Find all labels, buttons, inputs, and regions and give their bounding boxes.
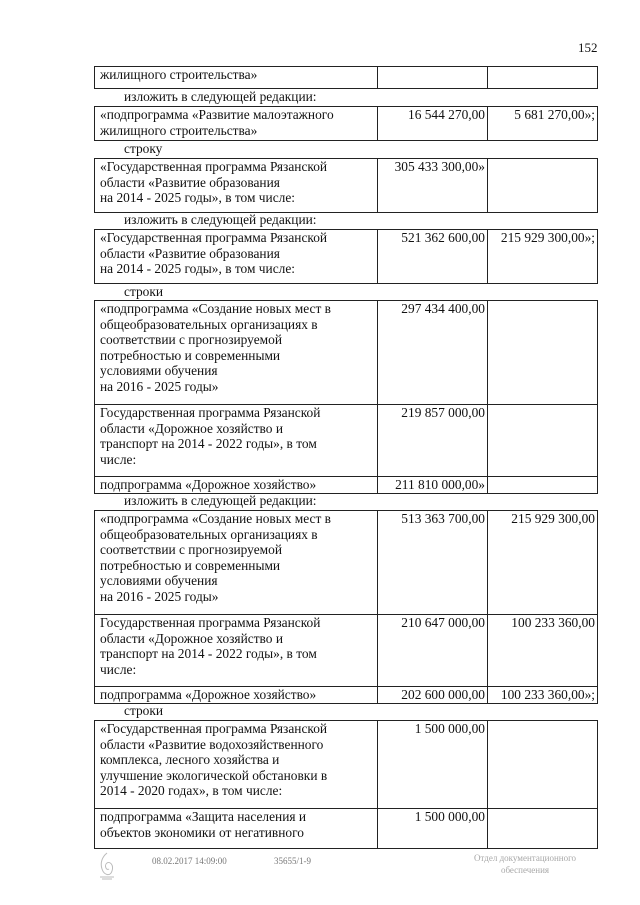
amount-cell-2 bbox=[488, 159, 598, 213]
amount-cell: 210 647 000,00 bbox=[378, 615, 488, 687]
watermark-line-1: Отдел документационного bbox=[473, 853, 577, 863]
program-name-cell: «Государственная программа Рязанской области «Развитие образования на 2014 - 2025 годы», в том числе: bbox=[95, 230, 378, 284]
amount-cell-2: 215 929 300,00 bbox=[488, 511, 598, 615]
amount-cell-2: 100 233 360,00»; bbox=[488, 687, 598, 704]
watermark-line-2: обеспечения bbox=[500, 865, 550, 875]
amount-cell: 219 857 000,00 bbox=[378, 405, 488, 477]
amount-cell-2: 215 929 300,00»; bbox=[488, 230, 598, 284]
instruction-line: изложить в следующей редакции: bbox=[124, 212, 317, 227]
budget-table-row bbox=[94, 300, 598, 405]
amount-cell: 1 500 000,00 bbox=[378, 809, 488, 849]
amount-cell: 521 362 600,00 bbox=[378, 230, 488, 284]
amount-cell-2: 5 681 270,00»; bbox=[488, 107, 598, 141]
budget-table-row bbox=[94, 229, 598, 284]
page-number: 152 bbox=[578, 40, 598, 55]
instruction-line: строку bbox=[124, 141, 163, 156]
amount-cell: 16 544 270,00 bbox=[378, 107, 488, 141]
amount-cell-2 bbox=[488, 721, 598, 809]
department-watermark bbox=[450, 852, 600, 876]
budget-table-row bbox=[94, 720, 598, 809]
amount-cell: 297 434 400,00 bbox=[378, 301, 488, 405]
instruction-line: изложить в следующей редакции: bbox=[124, 493, 317, 508]
amount-cell: 305 433 300,00» bbox=[378, 159, 488, 213]
program-name-cell: «подпрограмма «Создание новых мест в общеобразовательных организациях в соответствии с прогнозируемой потребностью и современными условиями обучения на 2016 - 2025 годы» bbox=[95, 301, 378, 405]
amount-cell: 1 500 000,00 bbox=[378, 721, 488, 809]
amount-cell-2 bbox=[488, 477, 598, 494]
budget-table-row bbox=[94, 510, 598, 615]
emblem-icon bbox=[96, 851, 118, 881]
program-name-cell: «подпрограмма «Развитие малоэтажного жилищного строительства» bbox=[95, 107, 378, 141]
amount-cell: 513 363 700,00 bbox=[378, 511, 488, 615]
budget-table-row bbox=[94, 686, 598, 704]
program-name-cell: подпрограмма «Дорожное хозяйство» bbox=[95, 687, 378, 704]
amount-cell bbox=[378, 67, 488, 89]
program-name-cell: «подпрограмма «Создание новых мест в общеобразовательных организациях в соответствии с прогнозируемой потребностью и современными условиями обучения на 2016 - 2025 годы» bbox=[95, 511, 378, 615]
instruction-line: изложить в следующей редакции: bbox=[124, 89, 317, 104]
budget-table-row bbox=[94, 404, 598, 477]
budget-table-row bbox=[94, 808, 598, 849]
program-name-cell: подпрограмма «Дорожное хозяйство» bbox=[95, 477, 378, 494]
amount-cell: 211 810 000,00» bbox=[378, 477, 488, 494]
program-name-cell: жилищного строительства» bbox=[95, 67, 378, 89]
program-name-cell: Государственная программа Рязанской области «Дорожное хозяйство и транспорт на 2014 - 2022 годы», в том числе: bbox=[95, 405, 378, 477]
amount-cell-2: 100 233 360,00 bbox=[488, 615, 598, 687]
footer-doc-number: 35655/1-9 bbox=[274, 856, 311, 866]
budget-table-row bbox=[94, 158, 598, 213]
instruction-line: строки bbox=[124, 284, 164, 299]
amount-cell-2 bbox=[488, 405, 598, 477]
amount-cell: 202 600 000,00 bbox=[378, 687, 488, 704]
program-name-cell: подпрограмма «Защита населения и объектов экономики от негативного bbox=[95, 809, 378, 849]
amount-cell-2 bbox=[488, 809, 598, 849]
footer-datetime: 08.02.2017 14:09:00 bbox=[152, 856, 227, 866]
budget-table-row bbox=[94, 476, 598, 494]
amount-cell-2 bbox=[488, 301, 598, 405]
budget-table-row bbox=[94, 66, 598, 89]
instruction-line: строки bbox=[124, 703, 164, 718]
amount-cell-2 bbox=[488, 67, 598, 89]
program-name-cell: Государственная программа Рязанской области «Дорожное хозяйство и транспорт на 2014 - 2022 годы», в том числе: bbox=[95, 615, 378, 687]
budget-table-row bbox=[94, 614, 598, 687]
budget-table-row bbox=[94, 106, 598, 141]
program-name-cell: «Государственная программа Рязанской области «Развитие водохозяйственного комплекса, лесного хозяйства и улучшение экологической обстановки в 2014 - 2020 годах», в том числе: bbox=[95, 721, 378, 809]
program-name-cell: «Государственная программа Рязанской области «Развитие образования на 2014 - 2025 годы», в том числе: bbox=[95, 159, 378, 213]
